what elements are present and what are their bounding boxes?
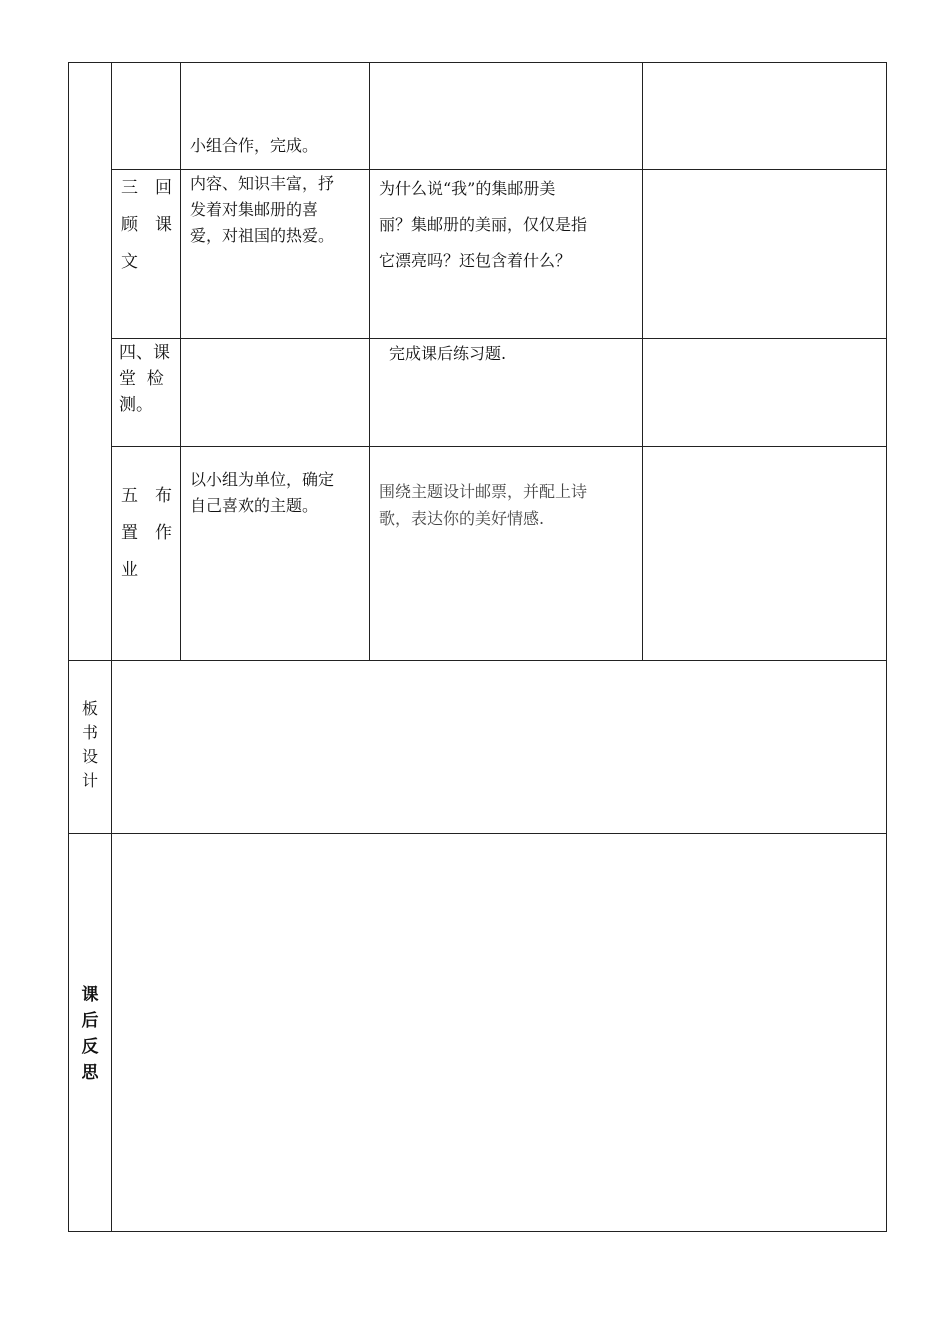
board-design-char-4: 计 xyxy=(81,771,98,790)
row2-step-char-1: 三 xyxy=(121,178,138,198)
row-divider-3 xyxy=(111,446,887,447)
row3-step-line-1: 四、课 xyxy=(119,343,170,363)
row4-step-char-5: 业 xyxy=(121,560,138,580)
table-border-top xyxy=(68,62,887,63)
row3-step-line-3: 测。 xyxy=(119,395,153,415)
row4-question xyxy=(379,478,587,532)
row4-question-line-2: 歌，表达你的美好情感. xyxy=(379,509,545,528)
row3-question: 完成课后练习题. xyxy=(389,344,507,363)
row4-step-char-4: 作 xyxy=(155,523,172,543)
row2-activity-line-2: 发着对集邮册的喜 xyxy=(190,200,319,219)
col-divider-1 xyxy=(111,62,112,1232)
row2-question-line-2: 丽？集邮册的美丽，仅仅是指 xyxy=(379,215,588,234)
row-divider-1 xyxy=(111,169,887,170)
row2-activity-line-3: 爱，对祖国的热爱。 xyxy=(190,226,335,245)
row2-activity-line-1: 内容、知识丰富，抒 xyxy=(190,174,335,193)
row4-activity-line-2: 自己喜欢的主题。 xyxy=(190,496,319,515)
row2-step-char-4: 课 xyxy=(155,215,172,235)
board-design-char-2: 书 xyxy=(81,723,98,742)
col-divider-4 xyxy=(642,62,643,660)
board-design-char-1: 板 xyxy=(81,699,98,718)
row2-question-line-3: 它漂亮吗？还包含着什么？ xyxy=(379,251,572,270)
row3-step xyxy=(119,340,170,418)
row2-step-char-3: 顾 xyxy=(121,215,138,235)
section-divider-2 xyxy=(68,833,887,834)
row2-activity xyxy=(190,171,334,249)
row4-activity xyxy=(190,467,334,519)
reflection-char-4: 思 xyxy=(81,1063,99,1083)
row4-step-char-1: 五 xyxy=(121,486,138,506)
col-divider-3 xyxy=(369,62,370,660)
board-design-label xyxy=(80,697,100,793)
reflection-char-2: 后 xyxy=(81,1011,99,1031)
table-border-bottom xyxy=(68,1231,887,1232)
row1-activity: 小组合作，完成。 xyxy=(190,136,319,155)
row-divider-2 xyxy=(111,338,887,339)
row3-step-line-2: 堂 检 xyxy=(119,369,164,389)
row4-activity-line-1: 以小组为单位，确定 xyxy=(190,470,335,489)
row4-step-char-3: 置 xyxy=(121,523,138,543)
section-divider-1 xyxy=(68,660,887,661)
table-border-right xyxy=(886,62,887,1232)
row4-step-char-2: 布 xyxy=(155,486,172,506)
reflection-char-3: 反 xyxy=(81,1037,99,1057)
reflection-label xyxy=(80,982,100,1086)
row2-step-char-5: 文 xyxy=(121,252,138,272)
col-divider-2 xyxy=(180,62,181,660)
row2-question xyxy=(379,171,587,279)
reflection-char-1: 课 xyxy=(81,985,99,1005)
row2-step-char-2: 回 xyxy=(155,178,172,198)
board-design-char-3: 设 xyxy=(81,747,98,766)
row4-question-line-1: 围绕主题设计邮票，并配上诗 xyxy=(379,482,588,501)
row2-question-line-1: 为什么说“我”的集邮册美 xyxy=(379,179,556,198)
table-border-left xyxy=(68,62,69,1232)
